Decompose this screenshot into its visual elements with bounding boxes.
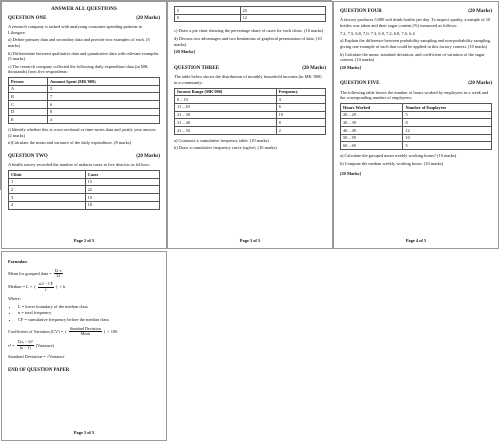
fraction <box>54 269 63 279</box>
table-header: Clinic <box>9 171 86 179</box>
question-title: QUESTION FOUR <box>340 9 382 14</box>
table-cell: 4 <box>276 96 325 104</box>
question-part: b) Compute the median weekly working hours. (10 marks) <box>340 160 444 166</box>
expenditure-table <box>8 77 160 124</box>
table-cell: 30 – 39 <box>341 119 403 127</box>
formula-label: s² = <box>8 342 15 348</box>
table-cell: 5 <box>403 111 492 119</box>
table-cell: 5 <box>403 142 492 150</box>
question-marks: (20 Marks) <box>468 81 492 87</box>
table-cell: 15 <box>85 178 159 186</box>
table-cell: 2 <box>9 186 86 194</box>
table-cell: 40 – 49 <box>341 127 403 135</box>
table-cell: 50 – 59 <box>341 134 403 142</box>
table-cell: 12 <box>240 14 325 22</box>
where-label: Where: <box>8 296 21 302</box>
income-distribution-table <box>174 88 326 135</box>
page-number: Page 5 of 5 <box>73 430 95 436</box>
median-formula: Median = L + ( $\frac{n/2 - CF}{f}$ ) × h <box>8 281 66 292</box>
page-number: Page 2 of 5 <box>73 238 95 244</box>
table-cell: 20 – 29 <box>341 111 403 119</box>
table-cell: 12 <box>403 127 492 135</box>
cv-formula: Coefficient of Variation (CV) = ( $\frac{\text{Standard Deviation}}{\text{Mean}}$ ) × 100 <box>8 325 118 337</box>
page-number: Page 3 of 5 <box>239 238 261 244</box>
table-cell: 10 <box>276 111 325 119</box>
question-two-header <box>8 154 160 160</box>
question-part: b) Draw a cumulative frequency curve (ogive). (10 marks) <box>174 145 277 151</box>
table-cell: 4 <box>48 116 160 124</box>
question-four-header <box>340 9 492 15</box>
table-cell: 8 <box>48 108 160 116</box>
denominator: (n − 1) <box>19 344 31 350</box>
hours-worked-table <box>340 103 492 150</box>
denominator: Mean <box>80 331 90 337</box>
list-item: • n = total frequency <box>18 310 160 316</box>
table-cell: 11 – 20 <box>175 103 277 111</box>
table-cell: B <box>9 93 48 101</box>
question-part: a) Define primary data and secondary data and provide two examples of each. (5 marks) <box>8 37 150 48</box>
question-part: b) Calculate the mean, standard deviation, and coefficient of variation of the sugar content. (10 marks) <box>340 51 485 63</box>
question-intro: A health survey recorded the number of malaria cases in five districts as follows: <box>8 162 151 168</box>
question-marks: (20 Marks) <box>136 154 160 160</box>
exam-page-5 <box>1 251 167 441</box>
question-intro: The following table shows the number of hours worked by employees in a week and the corresponding number of employees: <box>340 89 489 101</box>
table-header: Amount Spent (MK'000) <box>48 78 160 86</box>
table-row <box>175 111 326 119</box>
question-intro: A research company is tasked with analyzing consumer spending patterns in Lilongwe. <box>8 24 142 35</box>
table-row <box>175 96 326 104</box>
table-row <box>175 103 326 111</box>
table-cell: 8 <box>276 119 325 127</box>
question-title: QUESTION ONE <box>8 15 47 21</box>
sample-values: 7.2, 7.5, 6.8, 7.0, 7.3, 6.9, 7.2, 6.8, 7.0, 6.4 <box>340 30 415 36</box>
table-row <box>9 85 160 93</box>
table-cell: 31 – 40 <box>175 119 277 127</box>
table-header: Frequency <box>276 88 325 96</box>
question-part: c) The research company collected the following daily expenditure data (in MK thousands) from five respondents: <box>8 63 149 75</box>
table-cell: 5 <box>175 7 241 15</box>
table-cell: 6 <box>276 103 325 111</box>
table-cell: 6 <box>48 101 160 109</box>
page-heading: ANSWER ALL QUESTIONS <box>51 6 117 12</box>
fraction <box>38 282 54 292</box>
question-part: c) Draw a pie chart showing the percentage share of cases for each clinic. (10 marks) <box>174 28 324 34</box>
table-header: Number of Employees <box>403 104 492 112</box>
list-item: • CF = cumulative frequency before the median class <box>18 317 160 323</box>
variance-formula <box>8 340 160 350</box>
list-item: • L = lower boundary of the median class <box>18 304 160 310</box>
table-row <box>9 108 160 116</box>
formula-tail: × h <box>59 284 66 290</box>
table-cell: 4 <box>9 201 86 209</box>
table-cell: 5 <box>48 85 160 93</box>
table-header-row <box>9 171 160 179</box>
table-header-row <box>175 88 326 96</box>
question-intro: A factory produces 5,000 soft drink bottles per day. To inspect quality, a sample of 10 bottles was taken and their sugar content (%) measured as follows: <box>340 17 491 29</box>
question-part: a) Calculate the grouped mean weekly working hours? (10 marks) <box>340 153 457 159</box>
question-part: i) Identify whether this is cross-sectional or time-series data and justify your answer. (2 marks) <box>8 127 157 138</box>
question-part: d) Discuss two advantages and two limitations of graphical presentation of data. (10 marks) <box>174 36 322 47</box>
table-cell: 21 – 30 <box>175 111 277 119</box>
table-cell: D <box>9 108 48 116</box>
question-five-header <box>340 81 492 87</box>
table-cell: 22 <box>85 186 159 194</box>
table-row <box>9 93 160 101</box>
table-cell: 60 – 69 <box>341 142 403 150</box>
table-header: Income Range (MK'000) <box>175 88 277 96</box>
question-title: QUESTION THREE <box>174 65 220 71</box>
table-cell: 0 – 10 <box>175 96 277 104</box>
mean-formula <box>8 269 160 279</box>
denominator: f <box>45 286 47 292</box>
table-cell: 2 <box>276 126 325 134</box>
sd-formula: Standard Deviation = √Variance <box>8 354 65 360</box>
table-row <box>175 14 326 22</box>
table-row <box>9 201 160 209</box>
question-one-header <box>8 16 160 22</box>
table-cell: C <box>9 101 48 109</box>
formula-tail: (Variance) <box>35 342 54 348</box>
page-number: Page 4 of 5 <box>405 238 427 244</box>
table-cell: 6 <box>175 14 241 22</box>
table-header-row <box>9 78 160 86</box>
malaria-cases-table <box>8 170 160 209</box>
table-header: Cases <box>85 171 159 179</box>
numerator: Standard Deviation <box>69 325 101 331</box>
question-three-header <box>174 66 326 72</box>
table-cell: 10 <box>403 134 492 142</box>
table-header: Hours Worked <box>341 104 403 112</box>
table-row <box>175 7 326 15</box>
table-row <box>175 119 326 127</box>
marks-note: [20 Marks] <box>174 49 195 55</box>
exam-page-4 <box>333 1 499 249</box>
table-cell: 10 <box>85 194 159 202</box>
where-list <box>18 304 160 323</box>
table-row <box>9 101 160 109</box>
table-cell: 1 <box>9 178 86 186</box>
question-title: QUESTION FIVE <box>340 81 380 87</box>
table-row <box>9 186 160 194</box>
denominator: Σf <box>56 273 61 279</box>
formula-tail: × 100 <box>107 328 118 334</box>
exam-page-2 <box>1 1 167 249</box>
table-cell: 8 <box>403 119 492 127</box>
marks-note: [20 Marks] <box>340 171 361 177</box>
exam-page-3 <box>167 1 333 249</box>
table-row <box>341 111 492 119</box>
question-marks: (20 Marks) <box>468 9 492 14</box>
formula-label: Median = L + <box>8 284 33 290</box>
question-title: QUESTION TWO <box>8 154 48 160</box>
table-cell: 18 <box>85 201 159 209</box>
table-cell: 3 <box>9 194 86 202</box>
table-cell: A <box>9 85 48 93</box>
question-marks: (20 Marks) <box>302 65 326 71</box>
malaria-cases-table-continued <box>174 6 326 22</box>
table-header: Person <box>9 78 48 86</box>
table-row <box>341 142 492 150</box>
fraction <box>69 327 102 337</box>
table-header-row <box>341 104 492 112</box>
question-intro: The table below shows the distribution of monthly household incomes (in MK '000) in a community: <box>174 74 322 85</box>
table-row <box>9 178 160 186</box>
table-cell: 7 <box>48 93 160 101</box>
numerator: Σf·x <box>54 267 62 273</box>
table-row <box>341 127 492 135</box>
numerator: Σ(xᵢ − x̄)² <box>17 339 33 345</box>
table-row <box>9 194 160 202</box>
table-row <box>9 116 160 124</box>
formula-label: Mean for grouped data = <box>8 270 52 276</box>
table-cell: E <box>9 116 48 124</box>
end-of-paper: END OF QUESTION PAPER <box>8 367 70 373</box>
table-cell: 41 – 50 <box>175 126 277 134</box>
question-part: a) Construct a cumulative frequency table. (10 marks) <box>174 137 269 143</box>
question-part: a) Explain the difference between probability sampling and non-probability sampling, giving one example of each that could be applied in this factory context. (10 marks) <box>340 38 491 49</box>
formula-label: Coefficient of Variation (CV) = <box>8 328 64 334</box>
fraction <box>17 340 34 350</box>
numerator: n/2 − CF <box>38 281 53 287</box>
question-part: ii)Calculate the mean and variance of the daily expenditure. (8 marks) <box>8 140 132 146</box>
table-row <box>341 134 492 142</box>
table-row <box>341 119 492 127</box>
table-row <box>175 126 326 134</box>
question-marks: (20 Marks) <box>136 15 160 21</box>
table-cell: 25 <box>240 7 325 15</box>
question-part: b) Differentiate between qualitative data and quantitative data with relevant examples. (5 marks) <box>8 50 160 62</box>
formulae-title: Formulae: <box>8 259 28 264</box>
marks-note: [20 Marks] <box>340 64 361 70</box>
